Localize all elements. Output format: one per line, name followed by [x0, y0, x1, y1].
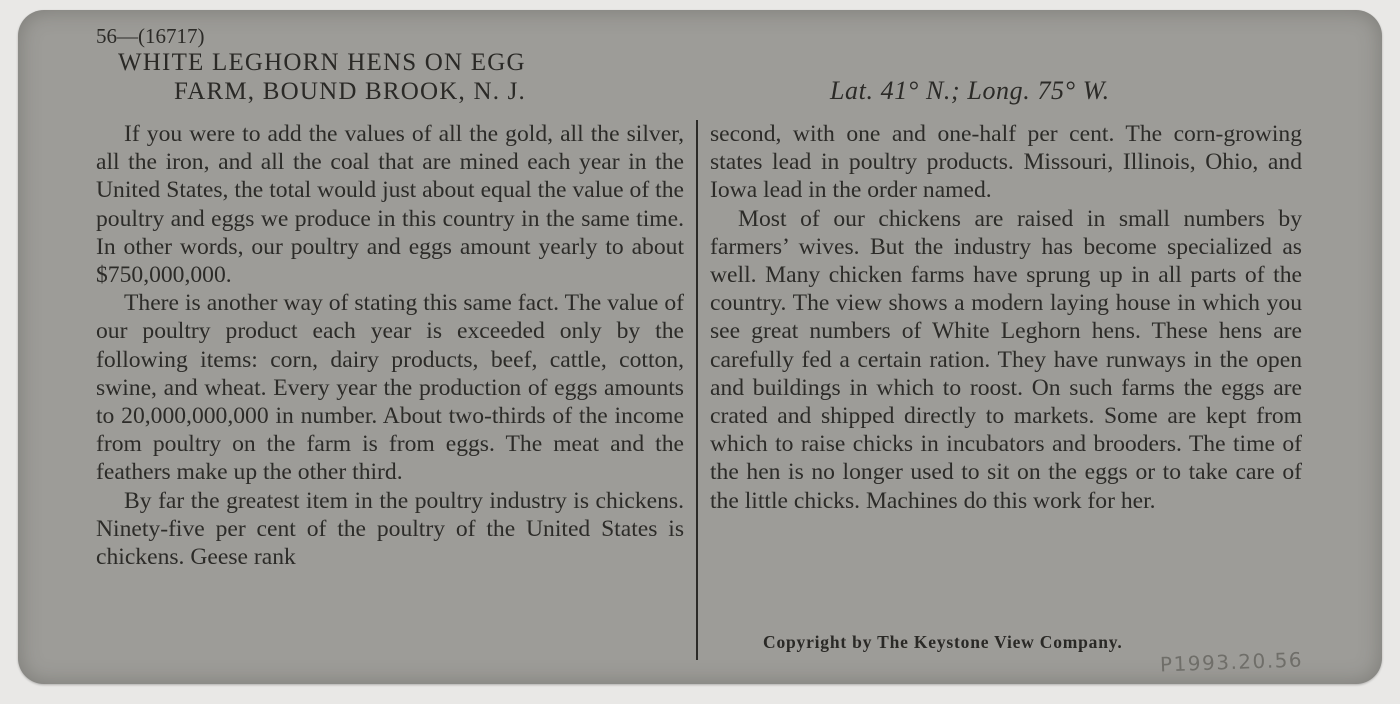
- right-column: [710, 120, 1302, 515]
- paragraph: If you were to add the values of all the gold, all the silver, all the iron, and all the coal that are mined each year in the United States, the total would just about equal the value of the poultry and eggs we produce in this country in the same time. In other words, our poultry and eggs amount yearly to about $750,000,000.: [96, 121, 684, 289]
- paragraph: By far the greatest item in the poultry industry is chickens. Ninety-five per cent of the poultry of the United States is chickens. Geese rank: [96, 487, 684, 571]
- lat-long: Lat. 41° N.; Long. 75° W.: [830, 76, 1110, 105]
- paragraph: Most of our chickens are raised in small numbers by farmers’ wives. But the industry has become specialized as well. Many chicken farms have sprung up in all parts of the country. The view shows a modern laying house in which you see great numbers of White Leghorn hens. These hens are carefully fed a certain ration. They have runways in the open and buildings in which to roost. On such farms the eggs are crated and shipped directly to markets. Some are kept from which to raise chicks in incubators and brooders. The time of the hen is no longer used to sit on the eggs or to take care of the little chicks. Machines do this work for her.: [710, 205, 1302, 514]
- stereograph-card-back: [18, 10, 1382, 684]
- title-line-1: WHITE LEGHORN HENS ON EGG: [118, 49, 526, 76]
- card-number: 56—(16717): [96, 24, 205, 48]
- copyright-notice: Copyright by The Keystone View Company.: [763, 632, 1123, 652]
- accession-number: P1993.20.56: [1159, 647, 1304, 677]
- column-divider: [696, 120, 698, 660]
- title-line-2: FARM, BOUND BROOK, N. J.: [174, 78, 526, 105]
- left-column: [96, 120, 684, 571]
- paragraph: There is another way of stating this same fact. The value of our poultry product each year is exceeded only by the following items: corn, dairy products, beef, cattle, cotton, swine, and wheat. Every year the production of eggs amounts to 20,000,000,000 in number. About two-thirds of the income from poultry on the farm is from eggs. The meat and the feathers make up the other third.: [96, 290, 684, 486]
- paragraph: second, with one and one-half per cent. The corn-growing states lead in poultry products. Missouri, Illinois, Ohio, and Iowa lead in the order named.: [710, 121, 1302, 204]
- card-title: [118, 48, 678, 106]
